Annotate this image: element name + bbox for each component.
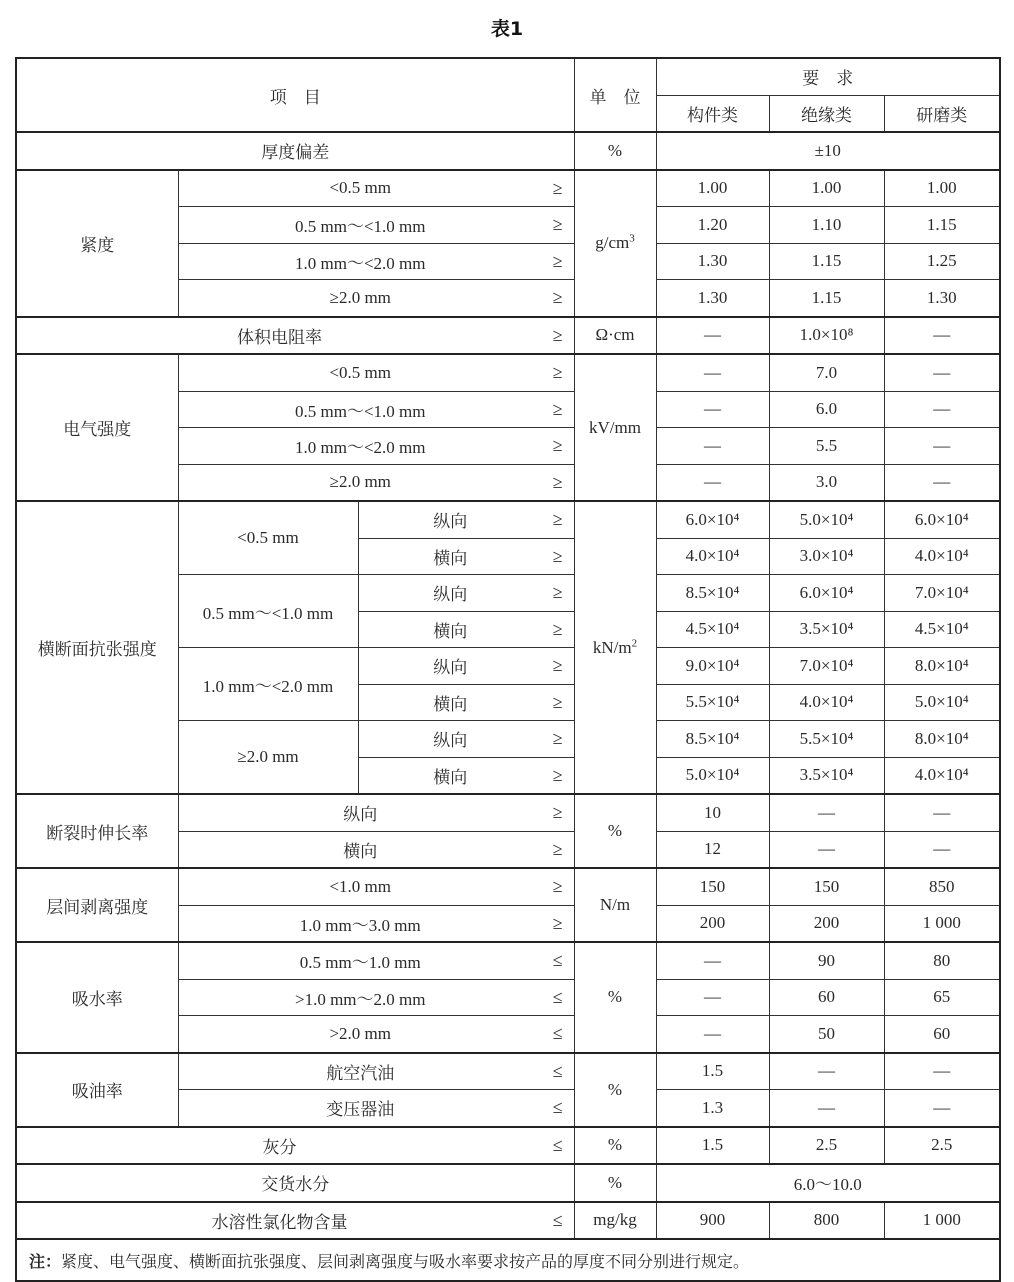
row-sign: ≥	[542, 905, 574, 942]
subgroup-range: 0.5 mm～<1.0 mm	[178, 575, 358, 648]
row-range: 0.5 mm～<1.0 mm	[178, 391, 542, 428]
row-unit: %	[574, 132, 656, 170]
row-sign: ≥	[542, 648, 574, 685]
row-value: ±10	[656, 132, 1000, 170]
row-sign: ≤	[542, 1016, 574, 1053]
row-range: 0.5 mm～<1.0 mm	[178, 207, 542, 244]
row-sign: ≥	[542, 721, 574, 758]
row-sign: ≥	[542, 757, 574, 794]
table-row	[16, 1164, 1000, 1202]
row-sign: ≥	[542, 428, 574, 465]
row-sign: ≥	[542, 794, 574, 831]
cell: 1.15	[769, 243, 884, 280]
cell: —	[769, 1090, 884, 1127]
cell: 6.0×10⁴	[769, 575, 884, 612]
cell: 1.00	[884, 170, 1000, 207]
row-range: 横向	[178, 831, 542, 868]
row-sign: ≤	[542, 942, 574, 979]
subgroup-range: <0.5 mm	[178, 501, 358, 575]
row-sign: ≥	[542, 575, 574, 612]
cell: —	[656, 464, 769, 501]
row-sign: ≥	[542, 354, 574, 391]
cell: 80	[884, 942, 1000, 979]
note-prefix: 注：	[29, 1251, 62, 1271]
table-row	[16, 132, 1000, 170]
group-label: 横断面抗张强度	[16, 501, 178, 794]
header-category-abrasive: 研磨类	[884, 95, 1000, 132]
row-range: 1.0 mm～3.0 mm	[178, 905, 542, 942]
row-direction: 纵向	[358, 648, 542, 685]
row-unit: %	[574, 1127, 656, 1165]
row-unit: $g/cm^3$	[574, 170, 656, 317]
cell: 5.0×10⁴	[884, 684, 1000, 721]
row-sign: ≥	[542, 501, 574, 538]
row-range: 航空汽油	[178, 1053, 542, 1090]
row-unit: %	[574, 942, 656, 1053]
requirements-table	[15, 57, 1001, 1282]
row-range: 纵向	[178, 794, 542, 831]
cell: —	[884, 317, 1000, 355]
row-direction: 纵向	[358, 501, 542, 538]
cell: —	[769, 794, 884, 831]
row-range: ≥2.0 mm	[178, 280, 542, 317]
cell: 7.0×10⁴	[769, 648, 884, 685]
row-sign: ≥	[542, 317, 574, 355]
cell: 1.00	[656, 170, 769, 207]
table-row	[16, 170, 1000, 207]
cell: 4.5×10⁴	[884, 611, 1000, 648]
row-sign: ≥	[542, 170, 574, 207]
cell: 1.15	[884, 207, 1000, 244]
subgroup-range: ≥2.0 mm	[178, 721, 358, 795]
row-sign: ≥	[542, 538, 574, 575]
cell: 1.30	[884, 280, 1000, 317]
row-sign: ≥	[542, 243, 574, 280]
cell: 8.0×10⁴	[884, 648, 1000, 685]
cell: 3.5×10⁴	[769, 611, 884, 648]
cell: 1.0×10⁸	[769, 317, 884, 355]
cell: —	[656, 354, 769, 391]
row-direction: 纵向	[358, 721, 542, 758]
row-unit: %	[574, 794, 656, 868]
cell: 50	[769, 1016, 884, 1053]
header-category-structural: 构件类	[656, 95, 769, 132]
cell: 4.0×10⁴	[656, 538, 769, 575]
table-row	[16, 794, 1000, 831]
table-row	[16, 317, 1000, 355]
row-range: 0.5 mm～1.0 mm	[178, 942, 542, 979]
cell: —	[884, 1053, 1000, 1090]
cell: 5.0×10⁴	[769, 501, 884, 538]
group-label: 层间剥离强度	[16, 868, 178, 942]
cell: —	[884, 831, 1000, 868]
cell: 1.10	[769, 207, 884, 244]
row-range: <0.5 mm	[178, 354, 542, 391]
row-direction: 横向	[358, 611, 542, 648]
cell: 9.0×10⁴	[656, 648, 769, 685]
cell: 60	[769, 979, 884, 1016]
row-sign: ≤	[542, 979, 574, 1016]
cell: —	[769, 1053, 884, 1090]
cell: 1 000	[884, 1202, 1000, 1240]
header-unit: 单 位	[574, 58, 656, 132]
row-range: <1.0 mm	[178, 868, 542, 905]
table-row	[16, 1127, 1000, 1165]
cell: 1.25	[884, 243, 1000, 280]
cell: 5.0×10⁴	[656, 757, 769, 794]
cell: —	[656, 391, 769, 428]
group-label: 电气强度	[16, 354, 178, 501]
cell: 12	[656, 831, 769, 868]
cell: —	[656, 428, 769, 465]
table-row	[16, 501, 1000, 538]
header-row	[16, 58, 1000, 95]
cell: —	[656, 317, 769, 355]
cell: 65	[884, 979, 1000, 1016]
cell: 150	[656, 868, 769, 905]
cell: —	[884, 1090, 1000, 1127]
cell: 10	[656, 794, 769, 831]
cell: 4.5×10⁴	[656, 611, 769, 648]
row-sign: ≤	[542, 1090, 574, 1127]
cell: 200	[769, 905, 884, 942]
header-category-insulating: 绝缘类	[769, 95, 884, 132]
cell: 1.00	[769, 170, 884, 207]
cell: 1.30	[656, 280, 769, 317]
cell: —	[656, 942, 769, 979]
cell: 1.15	[769, 280, 884, 317]
cell: 3.0	[769, 464, 884, 501]
row-label: 体积电阻率	[16, 317, 542, 355]
cell: 2.5	[769, 1127, 884, 1165]
row-unit: $kN/m^2$	[574, 501, 656, 794]
row-range: >2.0 mm	[178, 1016, 542, 1053]
cell: 7.0×10⁴	[884, 575, 1000, 612]
row-direction: 横向	[358, 538, 542, 575]
cell: 4.0×10⁴	[769, 684, 884, 721]
row-unit: kV/mm	[574, 354, 656, 501]
row-sign: ≥	[542, 831, 574, 868]
row-value: 6.0～10.0	[656, 1164, 1000, 1202]
table-row	[16, 942, 1000, 979]
cell: —	[656, 979, 769, 1016]
cell: 4.0×10⁴	[884, 757, 1000, 794]
cell: 8.5×10⁴	[656, 575, 769, 612]
cell: 6.0	[769, 391, 884, 428]
row-sign: ≥	[542, 391, 574, 428]
table-title: 表1	[490, 18, 524, 40]
row-direction: 横向	[358, 757, 542, 794]
row-direction: 纵向	[358, 575, 542, 612]
cell: 800	[769, 1202, 884, 1240]
cell: 90	[769, 942, 884, 979]
row-sign: ≥	[542, 684, 574, 721]
cell: 5.5×10⁴	[656, 684, 769, 721]
group-label: 吸水率	[16, 942, 178, 1053]
table-row	[16, 1202, 1000, 1240]
cell: 1.30	[656, 243, 769, 280]
row-range: <0.5 mm	[178, 170, 542, 207]
row-sign: ≥	[542, 464, 574, 501]
cell: 150	[769, 868, 884, 905]
cell: —	[884, 428, 1000, 465]
cell: —	[884, 354, 1000, 391]
header-requirement: 要 求	[656, 58, 1000, 95]
cell: 200	[656, 905, 769, 942]
row-unit: mg/kg	[574, 1202, 656, 1240]
row-sign: ≥	[542, 207, 574, 244]
cell: 4.0×10⁴	[884, 538, 1000, 575]
row-unit: Ω·cm	[574, 317, 656, 355]
table-row	[16, 354, 1000, 391]
row-range: 1.0 mm～<2.0 mm	[178, 243, 542, 280]
cell: 850	[884, 868, 1000, 905]
cell: —	[656, 1016, 769, 1053]
cell: 3.0×10⁴	[769, 538, 884, 575]
cell: 7.0	[769, 354, 884, 391]
row-range: 变压器油	[178, 1090, 542, 1127]
cell: 6.0×10⁴	[884, 501, 1000, 538]
row-unit: %	[574, 1164, 656, 1202]
cell: 8.0×10⁴	[884, 721, 1000, 758]
row-range: >1.0 mm～2.0 mm	[178, 979, 542, 1016]
row-unit: %	[574, 1053, 656, 1127]
group-label: 紧度	[16, 170, 178, 317]
cell: 8.5×10⁴	[656, 721, 769, 758]
group-label: 吸油率	[16, 1053, 178, 1127]
row-sign: ≤	[542, 1202, 574, 1240]
cell: 1.5	[656, 1127, 769, 1165]
cell: 1.5	[656, 1053, 769, 1090]
table-row	[16, 868, 1000, 905]
row-label: 水溶性氯化物含量	[16, 1202, 542, 1240]
cell: 900	[656, 1202, 769, 1240]
cell: —	[884, 464, 1000, 501]
cell: —	[884, 794, 1000, 831]
note-text: 紧度、电气强度、横断面抗张强度、层间剥离强度与吸水率要求按产品的厚度不同分别进行规定。	[61, 1253, 750, 1271]
cell: 5.5×10⁴	[769, 721, 884, 758]
row-sign: ≥	[542, 611, 574, 648]
row-sign: ≤	[542, 1127, 574, 1165]
row-unit: N/m	[574, 868, 656, 942]
cell: —	[884, 391, 1000, 428]
subgroup-range: 1.0 mm～<2.0 mm	[178, 648, 358, 721]
cell: 60	[884, 1016, 1000, 1053]
cell: 2.5	[884, 1127, 1000, 1165]
table-note	[16, 1239, 1000, 1281]
row-sign: ≥	[542, 868, 574, 905]
cell: 5.5	[769, 428, 884, 465]
group-label: 断裂时伸长率	[16, 794, 178, 868]
row-range: ≥2.0 mm	[178, 464, 542, 501]
row-sign: ≤	[542, 1053, 574, 1090]
row-range: 1.0 mm～<2.0 mm	[178, 428, 542, 465]
cell: —	[769, 831, 884, 868]
row-label: 交货水分	[16, 1164, 574, 1202]
row-label: 厚度偏差	[16, 132, 574, 170]
cell: 1.3	[656, 1090, 769, 1127]
cell: 6.0×10⁴	[656, 501, 769, 538]
cell: 3.5×10⁴	[769, 757, 884, 794]
row-direction: 横向	[358, 684, 542, 721]
header-item: 项 目	[16, 58, 574, 132]
note-row	[16, 1239, 1000, 1281]
row-label: 灰分	[16, 1127, 542, 1165]
cell: 1.20	[656, 207, 769, 244]
cell: 1 000	[884, 905, 1000, 942]
row-sign: ≥	[542, 280, 574, 317]
table-row	[16, 1053, 1000, 1090]
